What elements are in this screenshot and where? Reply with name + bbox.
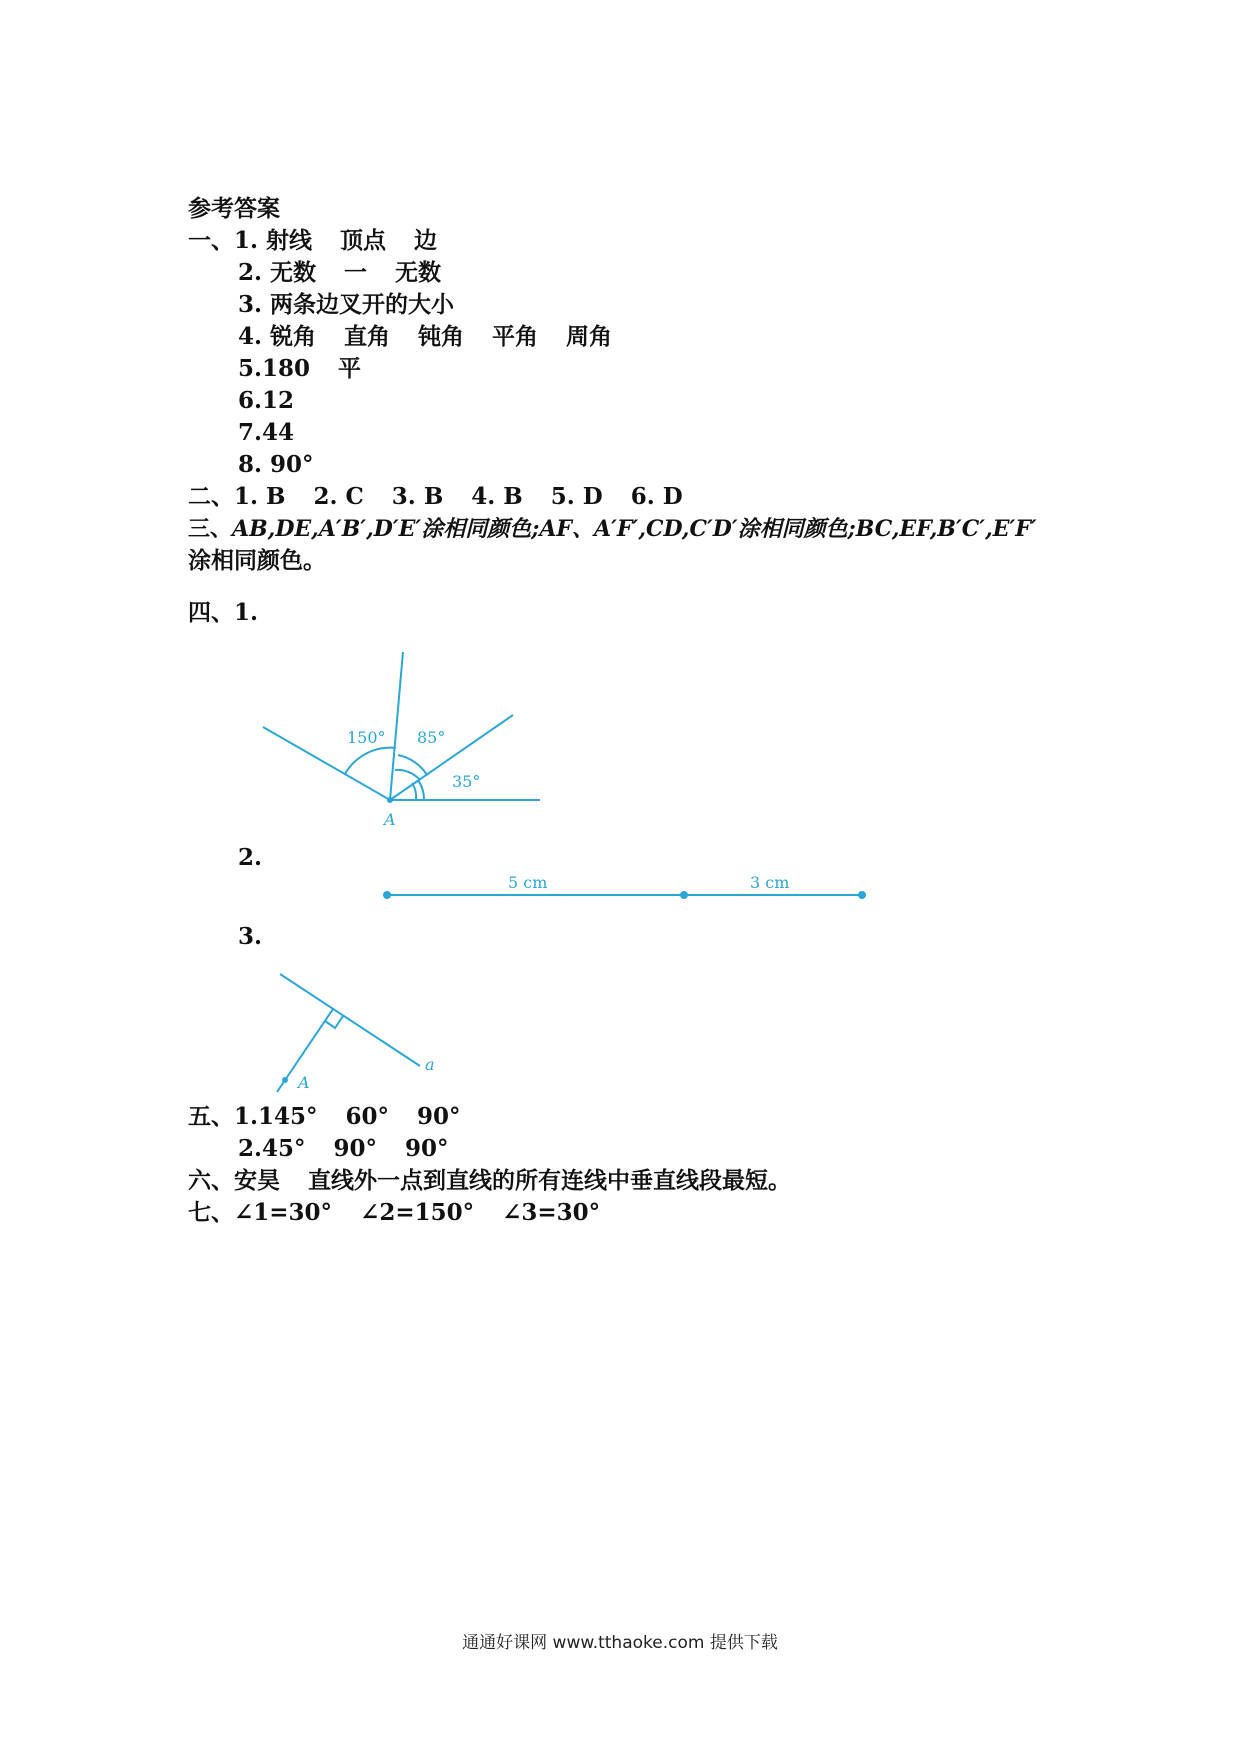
section4-item1: 四、1. (188, 599, 259, 626)
section7-label: 七、 (188, 1199, 234, 1226)
section2-label: 二、 (188, 483, 234, 510)
segment-5cm-label: 5 cm (508, 873, 548, 892)
section6: 六、安昊 直线外一点到直线的所有连线中垂直线段最短。 (188, 1167, 791, 1194)
section3-line1: 三、AB,DE,A′B′,D′E′涂相同颜色;AF、A′F′,CD,C′D′涂相同颜色;BC,EF,B′C′,E′F′ (188, 516, 1037, 542)
segment-3cm-label: 3 cm (750, 873, 790, 892)
section1-label: 一、 (188, 227, 234, 254)
angle-150-label: 150° (347, 728, 386, 747)
point-a-label: A (298, 1073, 310, 1092)
section5-label: 五、 (188, 1103, 234, 1130)
section1-item3: 3. 两条边叉开的大小 (238, 291, 455, 318)
angle-35-label: 35° (452, 772, 481, 791)
section1-item1: 一、1. 射线 顶点 边 (188, 227, 438, 254)
section1-item2: 2. 无数 一 无数 (238, 259, 442, 286)
angle-85-label: 85° (417, 728, 446, 747)
section1-item7: 7.44 (238, 419, 295, 446)
section7: 七、∠1=30° ∠2=150° ∠3=30° (188, 1199, 601, 1226)
section4-label: 四、 (188, 599, 234, 626)
section1-item6: 6.12 (238, 387, 295, 414)
section6-label: 六、 (188, 1167, 234, 1194)
section1-item8: 8. 90° (238, 451, 314, 478)
section4-item2: 2. (238, 844, 263, 871)
section2: 二、1. B 2. C 3. B 4. B 5. D 6. D (188, 483, 683, 510)
section4-item3: 3. (238, 923, 263, 950)
section5-item2: 2.45° 90° 90° (238, 1135, 449, 1162)
line-a-label: a (425, 1055, 435, 1074)
section3-line2: 涂相同颜色。 (188, 547, 326, 574)
section3-label: 三、 (188, 516, 233, 542)
section5-item1: 五、1.145° 60° 90° (188, 1103, 461, 1130)
page-title: 参考答案 (188, 195, 280, 222)
footer-source: 通通好课网 www.tthaoke.com 提供下载 (462, 1633, 778, 1653)
vertex-a-label: A (384, 810, 396, 829)
section1-item5: 5.180 平 (238, 355, 362, 382)
section1-item4: 4. 锐角 直角 钝角 平角 周角 (238, 323, 613, 350)
